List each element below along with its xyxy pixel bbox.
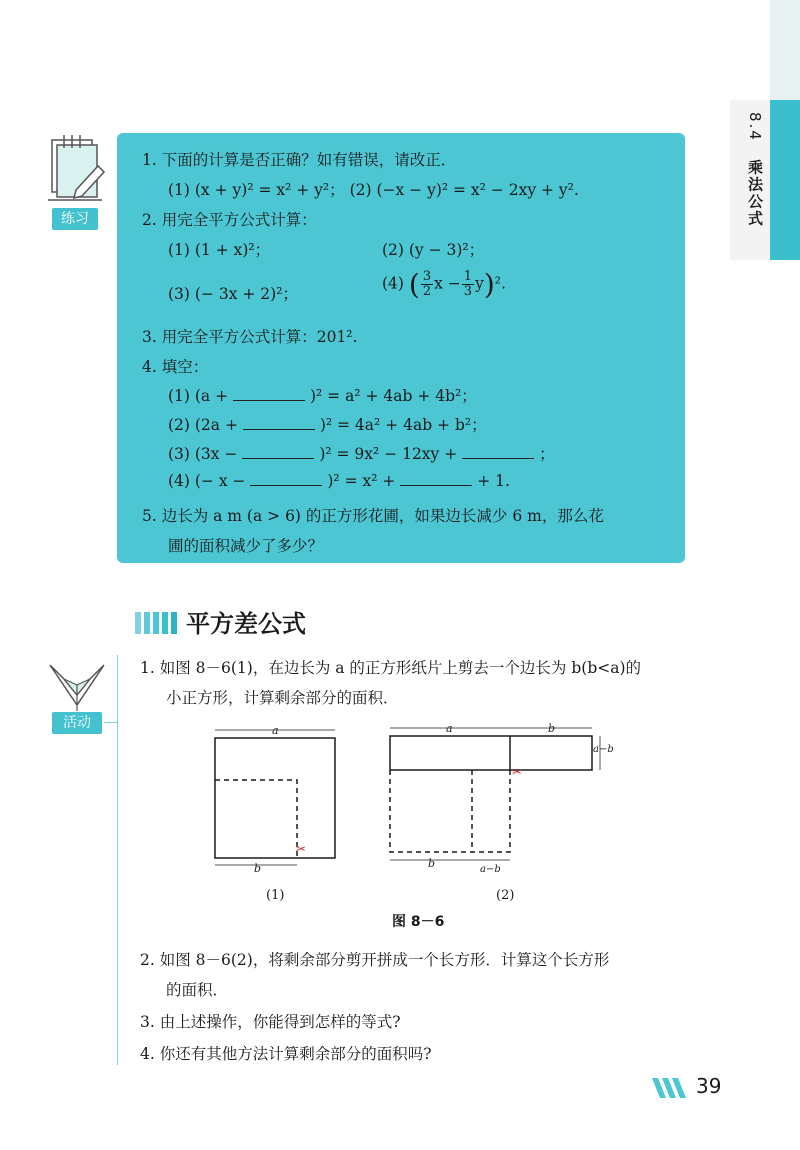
practice-q2: 2. 用完全平方公式计算： xyxy=(142,211,317,229)
chapter-tab xyxy=(742,112,766,227)
practice-q1-items: (1) (x + y)² = x² + y²； (2) (−x − y)² = x² − 2xy + y². xyxy=(168,181,579,199)
practice-q2-4-end: y xyxy=(475,274,484,293)
fig2-label: (2) xyxy=(496,888,515,903)
blank-field xyxy=(400,471,472,486)
activity-q1-line1: 1. 如图 8－6(1)，在边长为 a 的正方形纸片上剪去一个边长为 b(b<a)的 xyxy=(140,659,642,677)
blank-field xyxy=(462,444,534,459)
q4-3-left: (3) (3x − xyxy=(168,445,238,463)
practice-q2-2: (2) (y − 3)²； xyxy=(382,241,485,259)
page-number: 39 xyxy=(696,1074,722,1098)
activity-q1-line2: 小正方形，计算剩余部分的面积． xyxy=(166,689,399,707)
activity-divider-tick xyxy=(104,722,118,723)
q4-3-mid: )² = 9x² − 12xy + xyxy=(319,445,458,463)
scissors-icon: ✂ xyxy=(296,842,307,856)
page-number-stripes-icon xyxy=(652,1078,692,1098)
practice-label: 练习 xyxy=(52,208,98,230)
blank-field xyxy=(242,444,314,459)
blank-field xyxy=(233,386,305,401)
practice-q3: 3. 用完全平方公式计算：201². xyxy=(142,328,358,346)
section-title: 平方差公式 xyxy=(186,610,306,638)
practice-q2-3: (3) (− 3x + 2)²； xyxy=(168,285,298,303)
fraction-den: 3 xyxy=(463,284,473,299)
activity-q4: 4. 你还有其他方法计算剩余部分的面积吗? xyxy=(140,1045,432,1063)
fraction-1-3 xyxy=(462,270,474,299)
activity-q2-line1: 2. 如图 8－6(2)，将剩余部分剪开拼成一个长方形．计算这个长方形 xyxy=(140,951,610,969)
q4-4-mid: )² = x² + xyxy=(327,472,396,490)
side-tab-bar xyxy=(770,100,800,260)
practice-q2-4-tail: ². xyxy=(494,274,506,293)
practice-q5-line1: 5. 边长为 a m (a > 6) 的正方形花圃，如果边长减少 6 m，那么花 xyxy=(142,507,604,525)
practice-q4: 4. 填空： xyxy=(142,358,209,376)
practice-q2-1: (1) (1 + x)²； xyxy=(168,241,271,259)
practice-q4-3 xyxy=(168,442,555,464)
blank-field xyxy=(250,471,322,486)
figure-caption: 图 8－6 xyxy=(392,914,445,930)
q4-4-right: + 1. xyxy=(477,472,510,490)
fraction-num: 3 xyxy=(422,269,432,284)
scissors-icon: ✂ xyxy=(512,765,523,779)
chapter-section-title: 乘法公式 xyxy=(746,159,764,228)
practice-q2-4: (4) ( $\frac{3}{2}$ x − $\frac{1}{3}$ y)². xyxy=(382,268,506,301)
practice-q4-1 xyxy=(168,384,477,406)
fig2-label-a-minus-b-side: a−b xyxy=(593,744,614,755)
practice-q1: 1. 下面的计算是否正确？如有错误，请改正． xyxy=(142,151,457,169)
chapter-section-number: 8.4 xyxy=(746,112,764,142)
figure-8-6-1 xyxy=(200,720,350,880)
q4-4-left: (4) (− x − xyxy=(168,472,246,490)
notebook-pencil-icon xyxy=(40,130,110,210)
practice-q5-line2: 圃的面积减少了多少？ xyxy=(168,537,324,555)
q4-1-right: )² = a² + 4ab + 4b²； xyxy=(309,387,477,405)
fig1-label: (1) xyxy=(266,888,285,903)
q4-2-right: )² = 4a² + 4ab + b²； xyxy=(319,416,487,434)
practice-q2-4-mid: x − xyxy=(434,274,461,293)
fraction-den: 2 xyxy=(422,284,432,299)
figure-8-6-2 xyxy=(380,718,630,878)
q4-1-left: (1) (a + xyxy=(168,387,229,405)
fig2-label-a-minus-b-bottom: a−b xyxy=(480,864,501,875)
fig1-label-b: b xyxy=(254,862,262,875)
fig2-label-b: b xyxy=(548,722,556,735)
fraction-3-2 xyxy=(421,270,433,299)
activity-q3: 3. 由上述操作，你能得到怎样的等式? xyxy=(140,1013,401,1031)
fraction-num: 1 xyxy=(463,269,473,284)
fig1-label-a: a xyxy=(272,724,279,737)
fig2-label-a: a xyxy=(446,722,453,735)
activity-label: 活动 xyxy=(52,712,102,734)
practice-q4-4 xyxy=(168,471,510,490)
activity-q2-line2: 的面积． xyxy=(166,981,229,999)
section-stripes-icon xyxy=(135,612,177,634)
q4-2-left: (2) (2a + xyxy=(168,416,238,434)
q4-3-right: ； xyxy=(539,445,555,463)
practice-q4-2 xyxy=(168,413,487,435)
activity-divider xyxy=(117,655,118,1065)
practice-q2-4-prefix: (4) xyxy=(382,274,404,293)
paper-plane-icon xyxy=(42,655,112,715)
blank-field xyxy=(243,415,315,430)
fig2-label-b-bottom: b xyxy=(428,857,436,870)
